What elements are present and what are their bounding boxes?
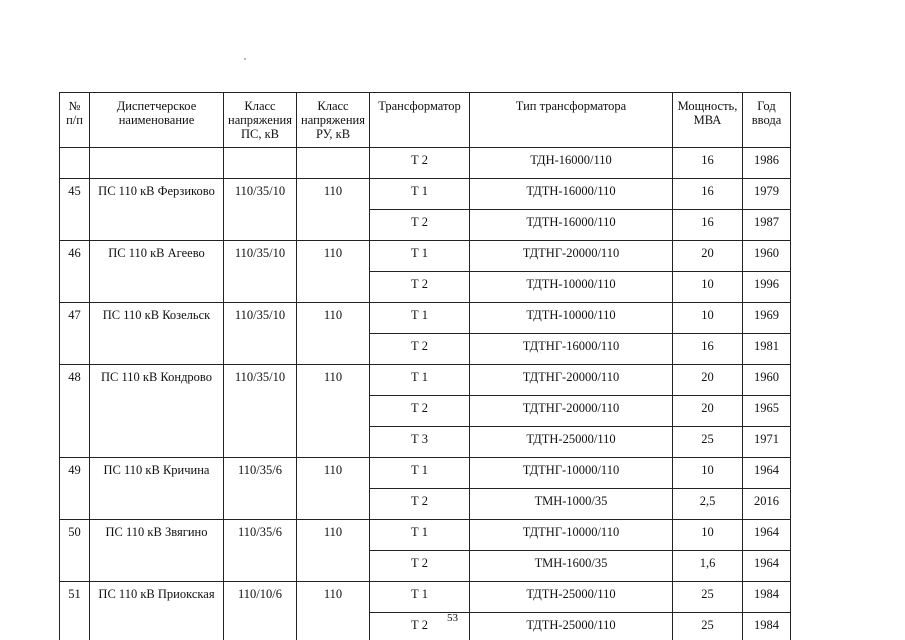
transformer-year: 1984: [743, 613, 791, 640]
table-row: [60, 458, 791, 489]
transformer-type: ТДТНГ-16000/110: [470, 334, 673, 365]
substation-number: 48: [60, 365, 90, 458]
header-row: [60, 93, 791, 148]
transformer-label: Т 2: [370, 551, 470, 582]
substation-name: ПС 110 кВ Козельск: [90, 303, 224, 365]
class-ps: 110/35/10: [224, 365, 297, 458]
transformer-power: 2,5: [673, 489, 743, 520]
transformer-type: ТМН-1600/35: [470, 551, 673, 582]
transformer-label: Т 1: [370, 303, 470, 334]
transformer-power: 20: [673, 365, 743, 396]
transformer-power: 10: [673, 520, 743, 551]
transformer-year: 2016: [743, 489, 791, 520]
substation-number: 45: [60, 179, 90, 241]
transformer-year: 1960: [743, 365, 791, 396]
substation-number: 50: [60, 520, 90, 582]
substation-number: [60, 148, 90, 179]
scan-dot: [244, 58, 246, 60]
transformer-type: ТДТН-16000/110: [470, 210, 673, 241]
transformer-label: Т 2: [370, 613, 470, 640]
transformer-power: 16: [673, 148, 743, 179]
transformer-power: 20: [673, 241, 743, 272]
transformer-label: Т 3: [370, 427, 470, 458]
header-class-ps: Класс напряжения ПС, кВ: [224, 93, 297, 148]
substation-number: 51: [60, 582, 90, 640]
transformer-year: 1981: [743, 334, 791, 365]
transformer-type: ТДТН-25000/110: [470, 582, 673, 613]
class-ps: 110/35/6: [224, 520, 297, 582]
header-name: Диспетчерское наименование: [90, 93, 224, 148]
transformer-label: Т 1: [370, 582, 470, 613]
table-row: [60, 582, 791, 613]
transformer-label: Т 2: [370, 148, 470, 179]
header-power: Мощность, МВА: [673, 93, 743, 148]
transformer-year: 1971: [743, 427, 791, 458]
transformer-type: ТДТНГ-10000/110: [470, 458, 673, 489]
substation-name: ПС 110 кВ Кричина: [90, 458, 224, 520]
class-ps: [224, 148, 297, 179]
class-ru: 110: [297, 241, 370, 303]
transformer-type: ТДТНГ-20000/110: [470, 396, 673, 427]
transformer-year: 1996: [743, 272, 791, 303]
transformer-power: 16: [673, 334, 743, 365]
transformer-power: 10: [673, 458, 743, 489]
transformer-type: ТДТНГ-20000/110: [470, 365, 673, 396]
transformer-label: Т 2: [370, 489, 470, 520]
transformer-type: ТДТНГ-20000/110: [470, 241, 673, 272]
transformer-label: Т 1: [370, 458, 470, 489]
substation-name: [90, 148, 224, 179]
transformer-type: ТДТН-10000/110: [470, 303, 673, 334]
table-row: [60, 520, 791, 551]
class-ru: 110: [297, 179, 370, 241]
class-ps: 110/35/6: [224, 458, 297, 520]
transformer-year: 1979: [743, 179, 791, 210]
transformer-power: 25: [673, 582, 743, 613]
table-row: [60, 148, 791, 179]
class-ru: 110: [297, 458, 370, 520]
transformer-label: Т 1: [370, 365, 470, 396]
transformer-power: 10: [673, 272, 743, 303]
header-transformer: Трансформатор: [370, 93, 470, 148]
substation-number: 46: [60, 241, 90, 303]
substation-name: ПС 110 кВ Приокская: [90, 582, 224, 640]
class-ps: 110/35/10: [224, 179, 297, 241]
class-ps: 110/10/6: [224, 582, 297, 640]
transformer-power: 16: [673, 210, 743, 241]
transformer-year: 1986: [743, 148, 791, 179]
header-num: № п/п: [60, 93, 90, 148]
transformer-year: 1965: [743, 396, 791, 427]
transformer-type: ТДТН-25000/110: [470, 427, 673, 458]
substation-name: ПС 110 кВ Звягино: [90, 520, 224, 582]
transformer-power: 16: [673, 179, 743, 210]
header-year: Год ввода: [743, 93, 791, 148]
transformer-label: Т 2: [370, 396, 470, 427]
substation-number: 49: [60, 458, 90, 520]
transformer-year: 1964: [743, 458, 791, 489]
class-ru: 110: [297, 520, 370, 582]
transformer-label: Т 1: [370, 179, 470, 210]
table-body: [60, 148, 791, 640]
class-ru: 110: [297, 365, 370, 458]
class-ps: 110/35/10: [224, 241, 297, 303]
table-row: [60, 241, 791, 272]
substation-name: ПС 110 кВ Ферзиково: [90, 179, 224, 241]
substation-name: ПС 110 кВ Кондрово: [90, 365, 224, 458]
transformer-type: ТДН-16000/110: [470, 148, 673, 179]
transformer-label: Т 2: [370, 272, 470, 303]
transformer-year: 1960: [743, 241, 791, 272]
class-ru: [297, 148, 370, 179]
transformer-type: ТДТН-16000/110: [470, 179, 673, 210]
transformer-power: 25: [673, 427, 743, 458]
transformer-type: ТДТНГ-10000/110: [470, 520, 673, 551]
transformer-power: 1,6: [673, 551, 743, 582]
transformer-power: 20: [673, 396, 743, 427]
table-row: [60, 303, 791, 334]
substation-name: ПС 110 кВ Агеево: [90, 241, 224, 303]
transformer-label: Т 1: [370, 520, 470, 551]
header-type: Тип трансформатора: [470, 93, 673, 148]
transformer-type: ТДТН-10000/110: [470, 272, 673, 303]
transformer-label: Т 2: [370, 334, 470, 365]
substation-number: 47: [60, 303, 90, 365]
transformer-power: 25: [673, 613, 743, 640]
class-ps: 110/35/10: [224, 303, 297, 365]
transformer-year: 1964: [743, 520, 791, 551]
header-class-ru: Класс напряжения РУ, кВ: [297, 93, 370, 148]
transformer-power: 10: [673, 303, 743, 334]
transformer-year: 1969: [743, 303, 791, 334]
transformer-year: 1964: [743, 551, 791, 582]
page-number: 53: [447, 612, 458, 624]
transformer-label: Т 1: [370, 241, 470, 272]
class-ru: 110: [297, 303, 370, 365]
substation-transformer-table: [59, 92, 791, 640]
class-ru: 110: [297, 582, 370, 640]
table-row: [60, 179, 791, 210]
transformer-year: 1984: [743, 582, 791, 613]
transformer-type: ТДТН-25000/110: [470, 613, 673, 640]
transformer-label: Т 2: [370, 210, 470, 241]
table-row: [60, 365, 791, 396]
transformer-year: 1987: [743, 210, 791, 241]
transformer-type: ТМН-1000/35: [470, 489, 673, 520]
